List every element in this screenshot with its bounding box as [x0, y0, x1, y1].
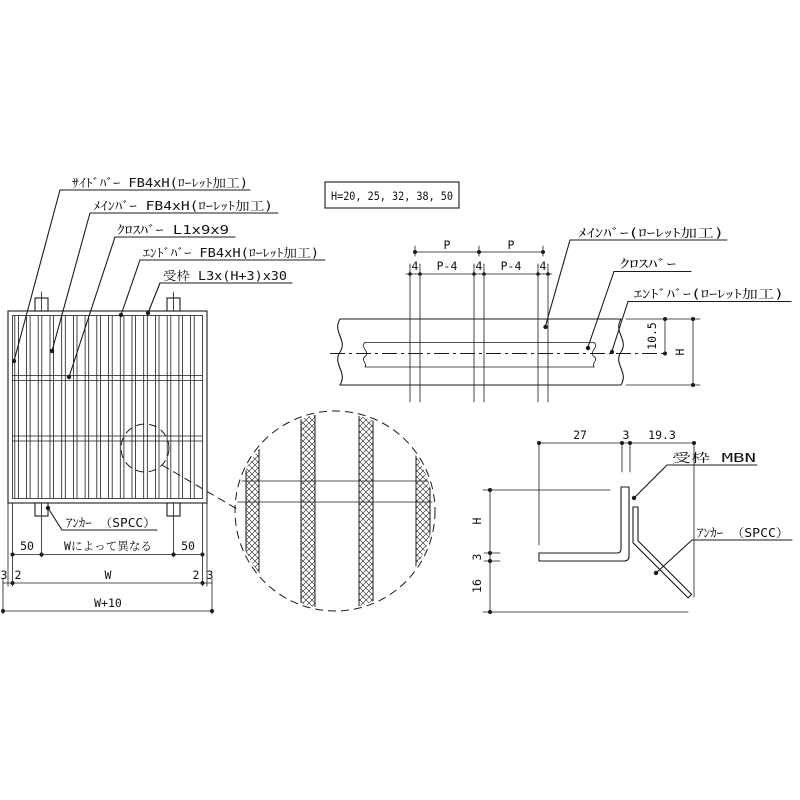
detail-knurled-bar — [246, 408, 259, 614]
callout-detail-anchor: ｱﾝｶｰ （SPCC） — [697, 526, 789, 540]
plan-callout-labels — [12, 175, 325, 379]
dim-pitch-right: P — [507, 238, 515, 252]
callout-section-cross-bar: ｸﾛｽﾊﾞｰ — [620, 257, 676, 271]
dim-span2: P-4 — [500, 259, 522, 273]
callout-side-bar: ｻｲﾄﾞﾊﾞｰ FB4xH(ﾛｰﾚｯﾄ加工) — [72, 176, 226, 190]
dim-bottom-thickness: 3 — [470, 553, 484, 561]
plan-cross-bars — [13, 376, 203, 442]
section-main-bars — [410, 278, 548, 402]
height-note-box — [325, 182, 459, 208]
plan-anchors-top — [35, 292, 180, 311]
dim-anchor-offset-right: 50 — [181, 539, 195, 553]
detail-callout-circle — [121, 424, 169, 472]
dim-bar1: 4 — [411, 259, 419, 273]
dim-width-note: Wによって異なる — [64, 539, 152, 553]
detail-callout-leader — [162, 465, 237, 509]
plan-bottom-dimensions — [1, 503, 214, 614]
callout-main-bar: ﾒｲﾝﾊﾞｰ FB4xH(ﾛｰﾚｯﾄ加工) — [93, 199, 241, 213]
dim-edge3-right: 3 — [206, 568, 214, 582]
enlarged-detail — [235, 408, 435, 614]
frame-angle-section — [539, 487, 629, 561]
section-cross-bar — [365, 343, 594, 368]
dim-anchor-reach: 19.3 — [648, 428, 676, 442]
frame-section-detail — [470, 428, 792, 614]
dim-edge2-right: 2 — [192, 568, 200, 582]
callout-section-main-bar: ﾒｲﾝﾊﾞｰ(ﾛｰﾚｯﾄ加工) — [578, 226, 683, 240]
callout-section-end-bar: ｴﾝﾄﾞﾊﾞｰ(ﾛｰﾚｯﾄ加工) — [634, 287, 745, 301]
detail-circle-border — [235, 411, 435, 611]
dim-leg-horizontal: 27 — [573, 428, 587, 442]
dim-anchor-offset-left: 50 — [20, 539, 34, 553]
plan-view — [8, 292, 237, 524]
callout-frame: 受枠 L3x(H+3)x30 — [163, 269, 274, 283]
dim-leg-thickness: 3 — [622, 428, 630, 442]
dim-bar3: 4 — [539, 259, 547, 273]
dim-section-height: H — [673, 348, 687, 356]
callout-frame-mbn: 受枠 MBN — [672, 451, 725, 465]
detail-cross-bar-lines — [237, 481, 433, 502]
dim-bar2: 4 — [475, 259, 483, 273]
section-callout-labels — [543, 225, 791, 354]
height-note-text: H=20, 25, 32, 38, 50 — [331, 189, 454, 203]
section-break-left — [338, 319, 343, 385]
plan-main-bars — [15, 316, 194, 498]
anchor-plate-section — [633, 507, 692, 598]
dim-edge3-left: 3 — [0, 568, 8, 582]
dim-overall-width: W+10 — [94, 596, 122, 610]
callout-end-bar: ｴﾝﾄﾞﾊﾞｰ FB4xH(ﾛｰﾚｯﾄ加工) — [143, 246, 297, 260]
detail-knurled-bar — [416, 408, 430, 614]
dim-embed-depth: 16 — [470, 579, 484, 593]
dim-detail-height: H — [470, 517, 484, 525]
detail-knurled-bar — [301, 408, 315, 614]
dim-width: W — [104, 568, 112, 582]
detail-knurled-bar — [359, 408, 373, 614]
callout-cross-bar: ｸﾛｽﾊﾞｰ L1x9x9 — [117, 223, 229, 237]
dim-span1: P-4 — [436, 259, 458, 273]
dim-edge2-left: 2 — [14, 568, 22, 582]
section-side-bar-edges — [340, 319, 621, 385]
plan-frame-inner — [13, 316, 203, 499]
dim-top-offset: 10.5 — [645, 322, 659, 350]
dim-pitch-left: P — [443, 238, 451, 252]
callout-plan-anchor: ｱﾝｶｰ （SPCC） — [66, 516, 156, 530]
